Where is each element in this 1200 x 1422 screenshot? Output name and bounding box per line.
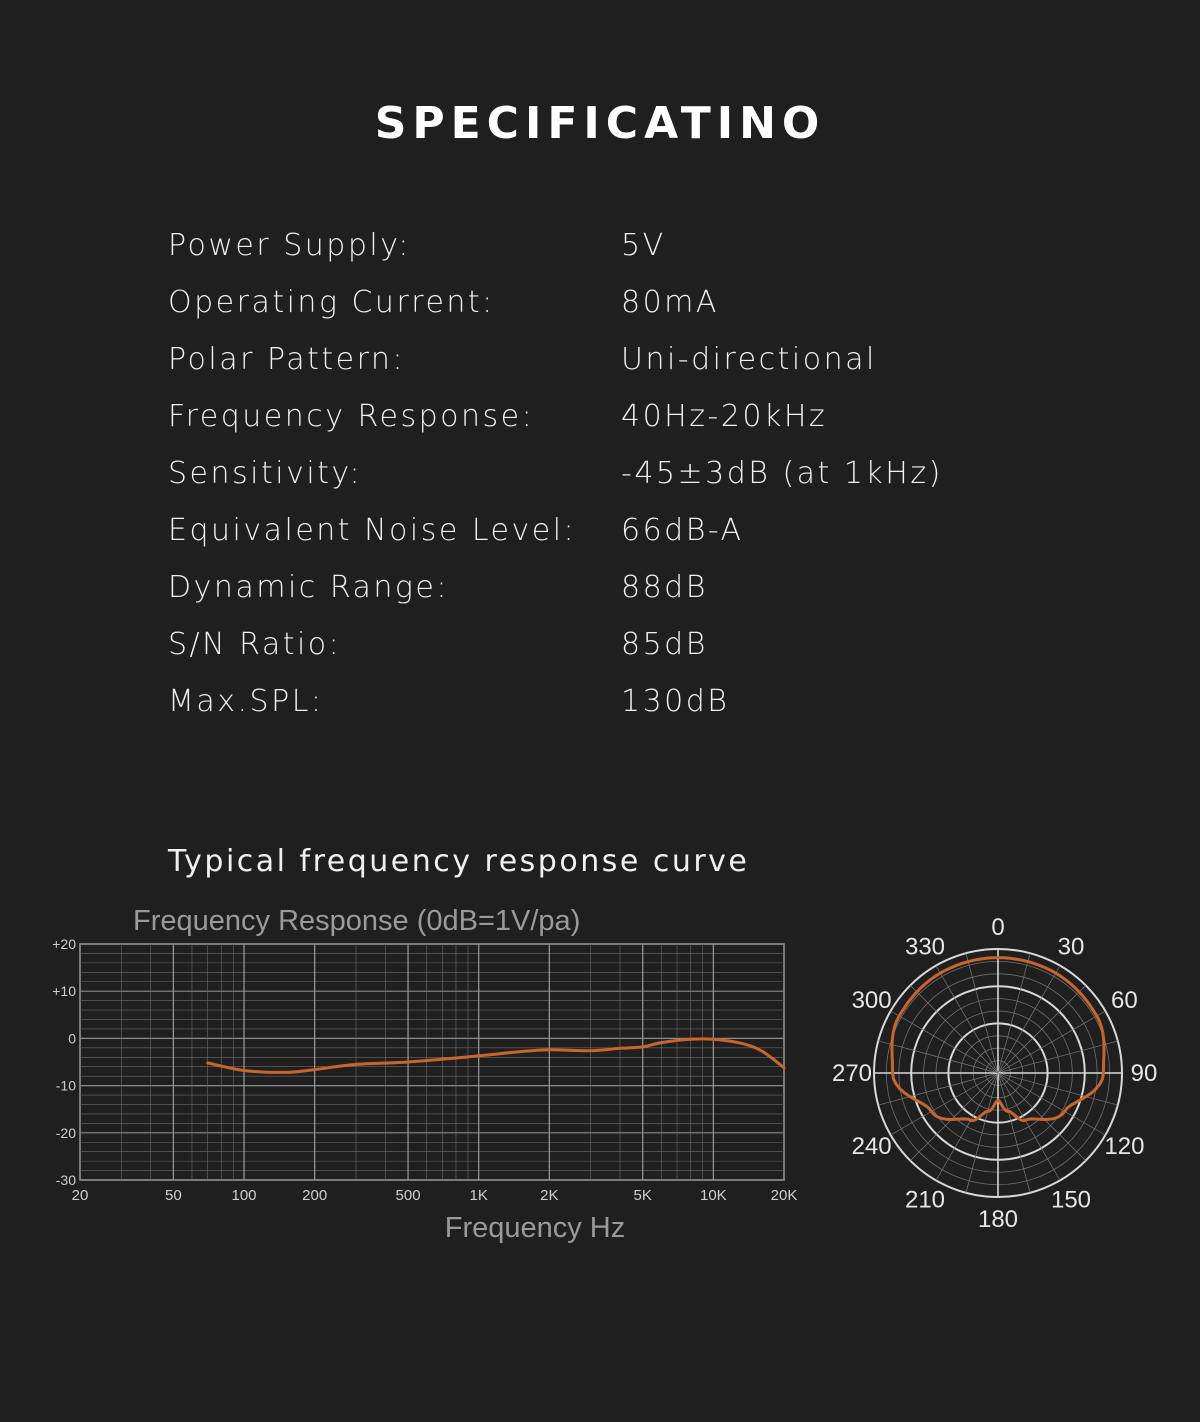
spec-label: Polar Pattern: xyxy=(168,342,406,377)
x-tick-label: 20 xyxy=(71,1187,89,1204)
spec-row xyxy=(168,399,1068,456)
spec-row xyxy=(168,513,1068,570)
spec-value: 85dB xyxy=(621,627,708,662)
x-tick-label: 1K xyxy=(469,1187,488,1204)
spec-value: -45±3dB (at 1kHz) xyxy=(621,456,943,491)
polar-grid-spoke xyxy=(998,1073,1060,1180)
spec-label: Sensitivity: xyxy=(168,456,363,491)
polar-grid-spoke xyxy=(891,1011,998,1073)
polar-grid-spoke xyxy=(878,1041,998,1073)
spec-value: 130dB xyxy=(621,684,730,719)
polar-grid-spoke xyxy=(878,1073,998,1105)
y-tick-label: 0 xyxy=(68,1030,76,1047)
polar-angle-label: 60 xyxy=(1111,987,1138,1014)
spec-row xyxy=(168,570,1068,627)
polar-grid-spoke xyxy=(891,1073,998,1135)
spec-label: S/N Ratio: xyxy=(168,627,342,662)
page-title: SPECIFICATINO xyxy=(374,98,826,149)
spec-value: 66dB-A xyxy=(621,513,744,548)
spec-row xyxy=(168,627,1068,684)
frequency-response-chart xyxy=(0,890,810,1250)
polar-grid-spoke xyxy=(998,1073,1030,1193)
polar-grid-spoke xyxy=(998,1073,1105,1135)
x-tick-label: 500 xyxy=(395,1187,421,1204)
spec-value: 80mA xyxy=(621,285,719,320)
polar-angle-label: 300 xyxy=(851,987,892,1014)
spec-value: Uni-directional xyxy=(621,342,877,377)
y-tick-label: +20 xyxy=(52,936,76,952)
spec-list xyxy=(168,228,1068,741)
x-tick-label: 100 xyxy=(231,1187,257,1204)
polar-angle-label: 0 xyxy=(991,915,1005,941)
polar-angle-label: 90 xyxy=(1130,1060,1158,1087)
frequency-response-line xyxy=(208,1039,784,1073)
y-tick-label: -20 xyxy=(55,1124,76,1141)
chart-title: Frequency Response (0dB=1V/pa) xyxy=(133,905,581,937)
polar-angle-label: 330 xyxy=(904,933,946,961)
x-tick-label: 20K xyxy=(770,1187,798,1204)
plot-frame xyxy=(80,944,784,1180)
polar-pattern-chart xyxy=(810,915,1190,1235)
polar-angle-label: 270 xyxy=(831,1060,873,1087)
y-tick-label: -10 xyxy=(55,1077,76,1094)
polar-grid-spoke xyxy=(998,953,1030,1073)
x-tick-label: 5K xyxy=(633,1187,652,1204)
polar-angle-label: 180 xyxy=(977,1206,1019,1233)
y-tick-label: -30 xyxy=(55,1172,76,1188)
polar-grid-spoke xyxy=(998,966,1060,1073)
spec-row xyxy=(168,456,1068,513)
x-tick-label: 10K xyxy=(700,1187,727,1204)
polar-grid-spoke xyxy=(998,1041,1118,1073)
polar-grid-spoke xyxy=(998,1073,1118,1105)
polar-grid-spoke xyxy=(966,1073,998,1193)
chart-section-subtitle: Typical frequency response curve xyxy=(168,844,750,879)
spec-row xyxy=(168,228,1068,285)
polar-angle-label: 120 xyxy=(1104,1133,1145,1160)
spec-row xyxy=(168,285,1068,342)
spec-value: 88dB xyxy=(621,570,708,605)
spec-label: Dynamic Range: xyxy=(168,570,449,605)
spec-label: Max.SPL: xyxy=(168,684,324,719)
spec-label: Operating Current: xyxy=(168,285,495,320)
polar-angle-label: 150 xyxy=(1050,1186,1092,1214)
polar-grid-spoke xyxy=(936,1073,998,1180)
polar-grid-spoke xyxy=(936,966,998,1073)
spec-row xyxy=(168,342,1068,399)
polar-angle-label: 30 xyxy=(1057,933,1085,961)
polar-angle-label: 210 xyxy=(904,1186,946,1214)
spec-value: 40Hz-20kHz xyxy=(621,399,828,434)
spec-label: Power Supply: xyxy=(168,228,411,263)
x-tick-label: 2K xyxy=(540,1187,559,1204)
x-tick-label: 200 xyxy=(302,1187,328,1204)
polar-grid-spoke xyxy=(966,953,998,1073)
polar-angle-label: 240 xyxy=(851,1133,892,1160)
y-tick-label: +10 xyxy=(52,983,76,1000)
spec-row xyxy=(168,684,1068,741)
polar-grid-spoke xyxy=(998,1011,1105,1073)
spec-label: Frequency Response: xyxy=(168,399,535,434)
spec-value: 5V xyxy=(621,228,666,263)
x-axis-label: Frequency Hz xyxy=(444,1212,626,1244)
x-tick-label: 50 xyxy=(165,1187,182,1204)
spec-label: Equivalent Noise Level: xyxy=(168,513,577,548)
